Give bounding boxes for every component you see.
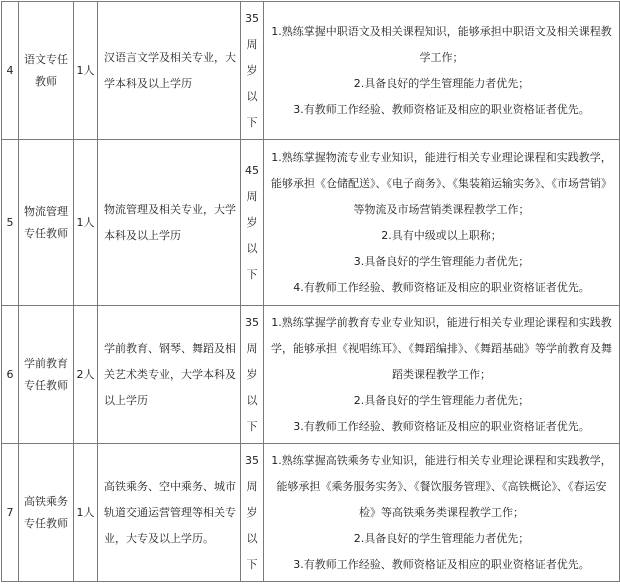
position-name: 学前教育专任教师 [19,306,74,444]
row-number: 6 [2,306,19,444]
position-name: 物流管理专任教师 [19,140,74,306]
requirement-item: 3.具备良好的学生管理能力者优先； [353,254,530,268]
major-requirement: 汉语言文学及相关专业，大学本科及以上学历 [98,2,241,140]
row-number: 4 [2,2,19,140]
major-requirement: 物流管理及相关专业，大学本科及以上学历 [98,140,241,306]
requirement-item: 2.具有中级或以上职称； [381,228,502,242]
table-row [2,444,620,582]
requirement-item: 4.有教师工作经验、教师资格证及相应的职业资格证者优先。 [293,280,590,294]
position-name: 高铁乘务专任教师 [19,444,74,582]
requirement-item: 1.熟练掌握物流专业专业知识，能进行相关专业理论课程和实践教学，能够承担《仓储配送》、《电子商务》、《集装箱运输实务》、《市场营销》等物流及市场营销类课程教学工作； [271,150,612,216]
requirement-item: 1.熟练掌握学前教育专业专业知识，能进行相关专业理论课程和实践教学，能够承担《视唱练耳》、《舞蹈编排》、《舞蹈基础》等学前教育及舞蹈类课程教学工作； [271,315,612,381]
headcount: 2人 [74,306,98,444]
headcount: 1人 [74,140,98,306]
job-requirements [264,444,620,582]
table-row [2,306,620,444]
recruitment-table [1,1,620,582]
row-number: 5 [2,140,19,306]
headcount: 1人 [74,2,98,140]
age-limit: 35 周 岁 以 下 [241,306,264,444]
table-row [2,140,620,306]
job-requirements [264,306,620,444]
requirement-item: 3.有教师工作经验、教师资格证及相应的职业资格证者优先。 [293,557,590,571]
major-requirement: 学前教育、钢琴、舞蹈及相关艺术类专业，大学本科及以上学历 [98,306,241,444]
table-row [2,2,620,140]
row-number: 7 [2,444,19,582]
headcount: 1人 [74,444,98,582]
age-limit: 35 周 岁 以 下 [241,2,264,140]
requirement-item: 1.熟练掌握高铁乘务专业知识，能进行相关专业理论课程和实践教学，能够承担《乘务服务实务》、《餐饮服务管理》、《高铁概论》、《春运安检》等高铁乘务类课程教学工作； [271,453,612,519]
requirement-item: 1.熟练掌握中职语文及相关课程知识，能够承担中职语文及相关课程教学工作； [271,24,612,64]
requirement-item: 2.具备良好的学生管理能力者优先； [353,393,530,407]
age-limit: 35 周 岁 以 下 [241,444,264,582]
job-requirements [264,140,620,306]
requirement-item: 3.有教师工作经验、教师资格证及相应的职业资格证者优先。 [293,102,590,116]
major-requirement: 高铁乘务、空中乘务、城市轨道交通运营管理等相关专业，大专及以上学历。 [98,444,241,582]
position-name: 语文专任教师 [19,2,74,140]
age-limit: 45 周 岁 以 下 [241,140,264,306]
job-requirements [264,2,620,140]
requirement-item: 3.有教师工作经验、教师资格证及相应的职业资格证者优先。 [293,419,590,433]
requirement-item: 2.具备良好的学生管理能力者优先； [353,531,530,545]
requirement-item: 2.具备良好的学生管理能力者优先； [353,76,530,90]
